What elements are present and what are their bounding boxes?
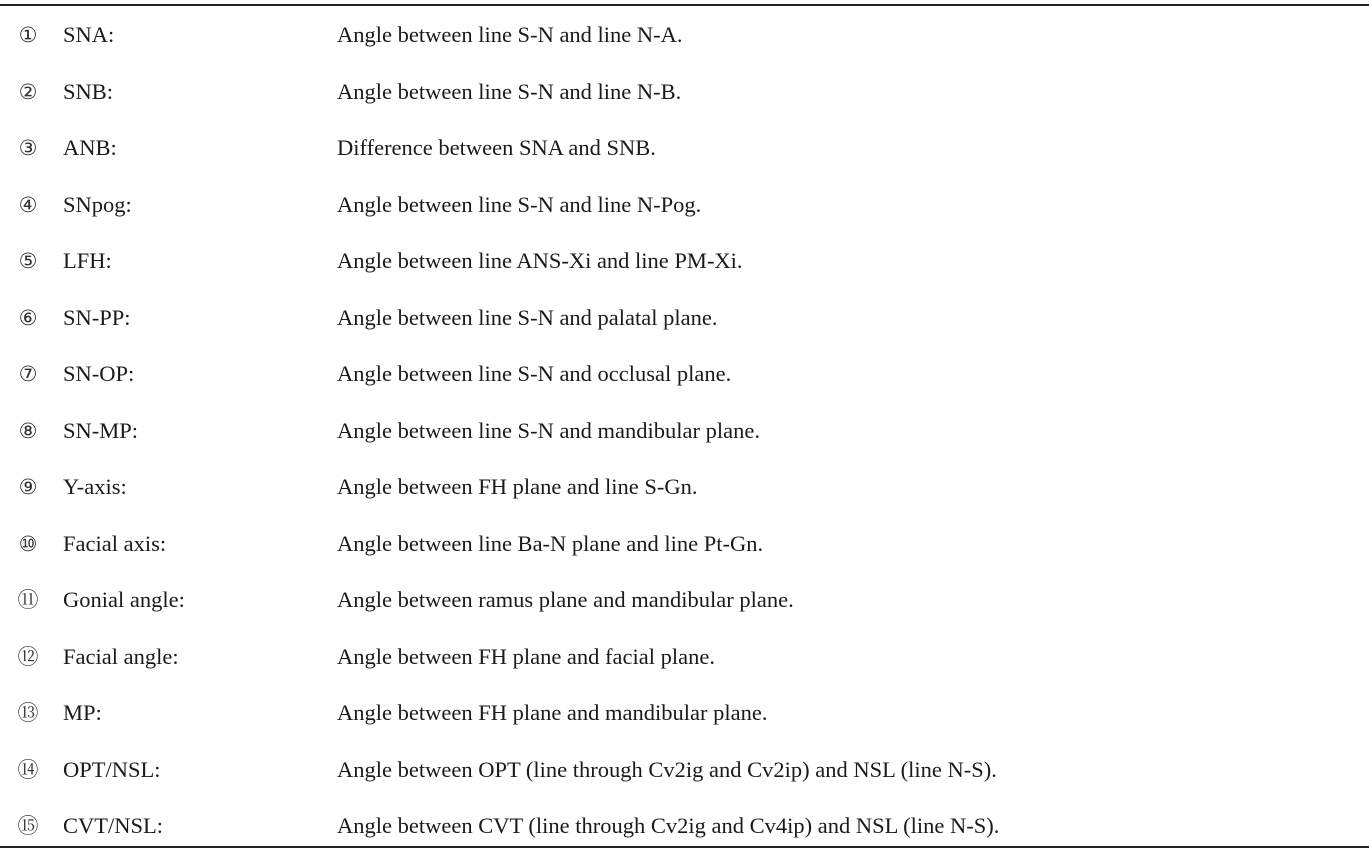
measurement-term: Gonial angle: bbox=[63, 587, 185, 612]
table-body bbox=[0, 13, 1369, 861]
row-number: ② bbox=[18, 79, 38, 104]
table-row bbox=[0, 239, 1369, 296]
measurement-definition: Angle between line S-N and line N-A. bbox=[337, 22, 683, 47]
measurement-definition: Angle between line S-N and mandibular plane. bbox=[337, 417, 760, 443]
measurement-definition: Difference between SNA and SNB. bbox=[337, 135, 656, 160]
measurement-term: Facial axis: bbox=[63, 530, 167, 556]
measurement-term: SN-OP: bbox=[63, 361, 135, 386]
row-number: ⑫ bbox=[17, 644, 39, 669]
row-number: ⑬ bbox=[17, 701, 39, 725]
table-bottom-rule bbox=[0, 846, 1369, 848]
measurement-definition: Angle between line S-N and occlusal plane. bbox=[337, 361, 732, 386]
measurement-definition: Angle between ramus plane and mandibular plane. bbox=[337, 587, 794, 612]
measurement-term: OPT/NSL: bbox=[63, 756, 161, 782]
measurement-term: LFH: bbox=[63, 248, 112, 273]
row-number: ① bbox=[18, 23, 38, 47]
row-number: ⑨ bbox=[18, 475, 38, 499]
row-number: ③ bbox=[18, 136, 38, 160]
measurement-term: Y-axis: bbox=[63, 474, 127, 499]
measurement-definition: Angle between FH plane and facial plane. bbox=[337, 643, 715, 669]
table-row bbox=[0, 126, 1369, 183]
measurement-term: MP: bbox=[63, 700, 102, 725]
table-row bbox=[0, 635, 1369, 692]
table-row bbox=[0, 70, 1369, 127]
measurement-definition: Angle between line Ba-N plane and line Pt-Gn. bbox=[337, 530, 764, 556]
measurement-definition: Angle between line S-N and line N-B. bbox=[337, 78, 682, 104]
table-row bbox=[0, 183, 1369, 240]
measurement-term: Facial angle: bbox=[63, 643, 179, 669]
measurement-term: SNA: bbox=[63, 22, 115, 47]
row-number: ⑮ bbox=[17, 814, 39, 838]
measurement-definition: Angle between FH plane and mandibular plane. bbox=[337, 700, 768, 725]
measurement-term: SN-MP: bbox=[63, 417, 139, 443]
measurement-definition: Angle between line S-N and line N-Pog. bbox=[337, 191, 702, 217]
measurement-term: CVT/NSL: bbox=[63, 813, 164, 838]
measurement-definition: Angle between CVT (line through Cv2ig and Cv4ip) and NSL (line N-S). bbox=[337, 813, 1000, 838]
table-row bbox=[0, 352, 1369, 409]
measurement-definition: Angle between line S-N and palatal plane. bbox=[337, 304, 718, 330]
table-row bbox=[0, 578, 1369, 635]
table-row bbox=[0, 748, 1369, 805]
row-number: ⑦ bbox=[18, 362, 38, 386]
table-row bbox=[0, 409, 1369, 466]
row-number: ⑪ bbox=[17, 588, 39, 612]
row-number: ⑩ bbox=[18, 531, 38, 556]
table-row bbox=[0, 296, 1369, 353]
row-number: ④ bbox=[18, 192, 38, 217]
table-row bbox=[0, 465, 1369, 522]
table-row bbox=[0, 691, 1369, 748]
table-top-rule bbox=[0, 4, 1369, 6]
table-row bbox=[0, 13, 1369, 70]
table-row bbox=[0, 522, 1369, 579]
table-row bbox=[0, 804, 1369, 861]
measurement-term: SNpog: bbox=[63, 191, 132, 217]
measurement-definition: Angle between FH plane and line S-Gn. bbox=[337, 474, 698, 499]
measurement-term: SNB: bbox=[63, 78, 114, 104]
row-number: ⑭ bbox=[17, 757, 39, 782]
row-number: ⑧ bbox=[18, 418, 38, 443]
row-number: ⑥ bbox=[18, 305, 38, 330]
measurement-definition: Angle between line ANS-Xi and line PM-Xi. bbox=[337, 248, 743, 273]
measurement-term: SN-PP: bbox=[63, 304, 131, 330]
measurement-term: ANB: bbox=[63, 135, 117, 160]
row-number: ⑤ bbox=[18, 249, 38, 273]
measurement-definition: Angle between OPT (line through Cv2ig and Cv2ip) and NSL (line N-S). bbox=[337, 756, 997, 782]
